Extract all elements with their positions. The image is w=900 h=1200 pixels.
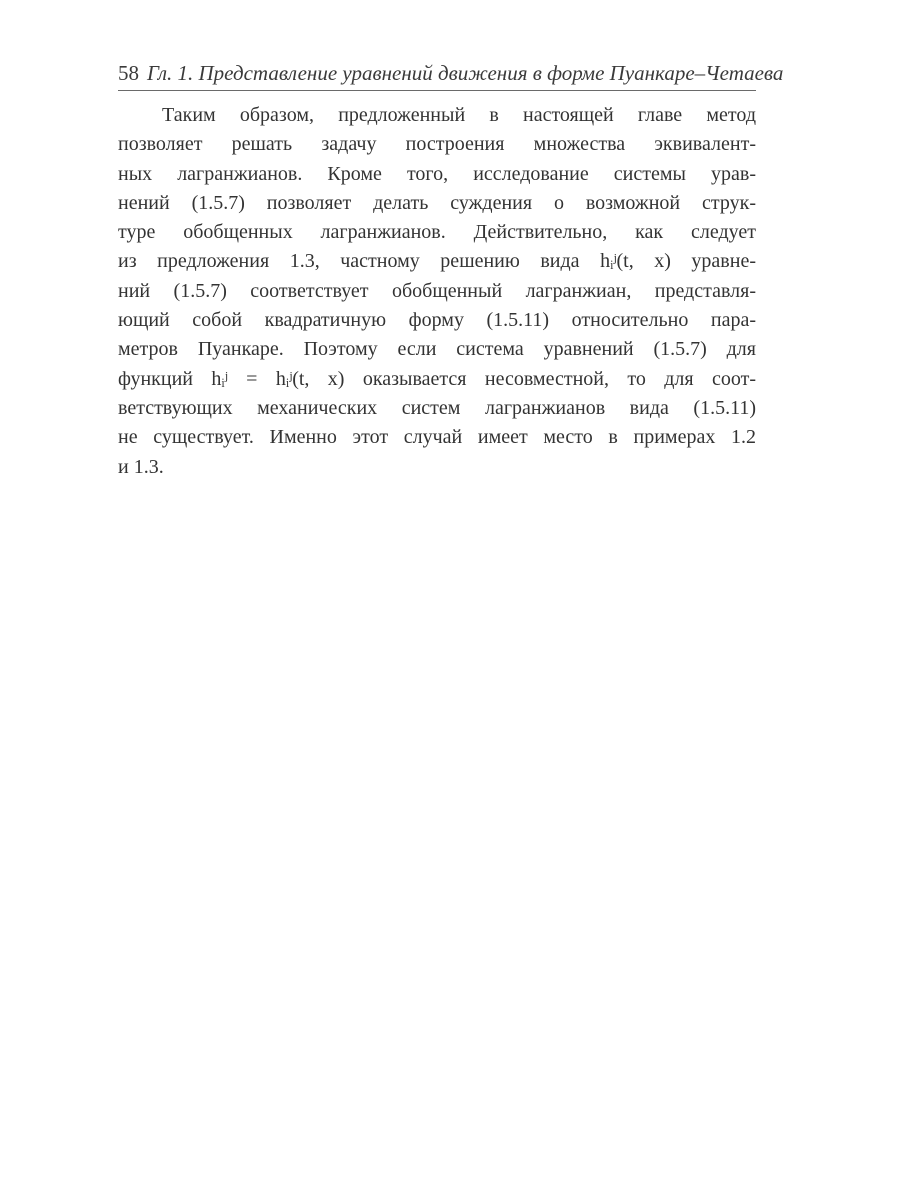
paragraph-line: из предложения 1.3, частному решению вида hᵢʲ(t, x) уравне- bbox=[118, 250, 756, 273]
paragraph-line: позволяет решать задачу построения множества эквивалент- bbox=[118, 133, 756, 156]
paragraph-line: функций hᵢʲ = hᵢʲ(t, x) оказывается несовместной, то для соот- bbox=[118, 367, 756, 390]
paragraph-line: Таким образом, предложенный в настоящей главе метод bbox=[162, 104, 756, 126]
paragraph-line: и 1.3. bbox=[118, 455, 164, 478]
header-rule bbox=[118, 90, 756, 91]
running-header bbox=[118, 58, 784, 88]
body-paragraph bbox=[118, 101, 756, 482]
paragraph-line: метров Пуанкаре. Поэтому если система уравнений (1.5.7) для bbox=[118, 338, 756, 361]
paragraph-line: туре обобщенных лагранжианов. Действительно, как следует bbox=[118, 221, 756, 244]
paragraph-line: не существует. Именно этот случай имеет место в примерах 1.2 bbox=[118, 426, 756, 449]
paragraph-line: ний (1.5.7) соответствует обобщенный лагранжиан, представля- bbox=[118, 279, 756, 302]
paragraph-line: нений (1.5.7) позволяет делать суждения о возможной струк- bbox=[118, 191, 756, 214]
paragraph-line: ющий собой квадратичную форму (1.5.11) относительно пара- bbox=[118, 309, 756, 332]
paragraph-line: ветствующих механических систем лагранжианов вида (1.5.11) bbox=[118, 396, 756, 419]
paragraph-line: ных лагранжианов. Кроме того, исследование системы урав- bbox=[118, 162, 756, 185]
running-title: Гл. 1. Представление уравнений движения в форме Пуанкаре–Четаева bbox=[147, 61, 784, 85]
page-number: 58 bbox=[118, 61, 139, 85]
